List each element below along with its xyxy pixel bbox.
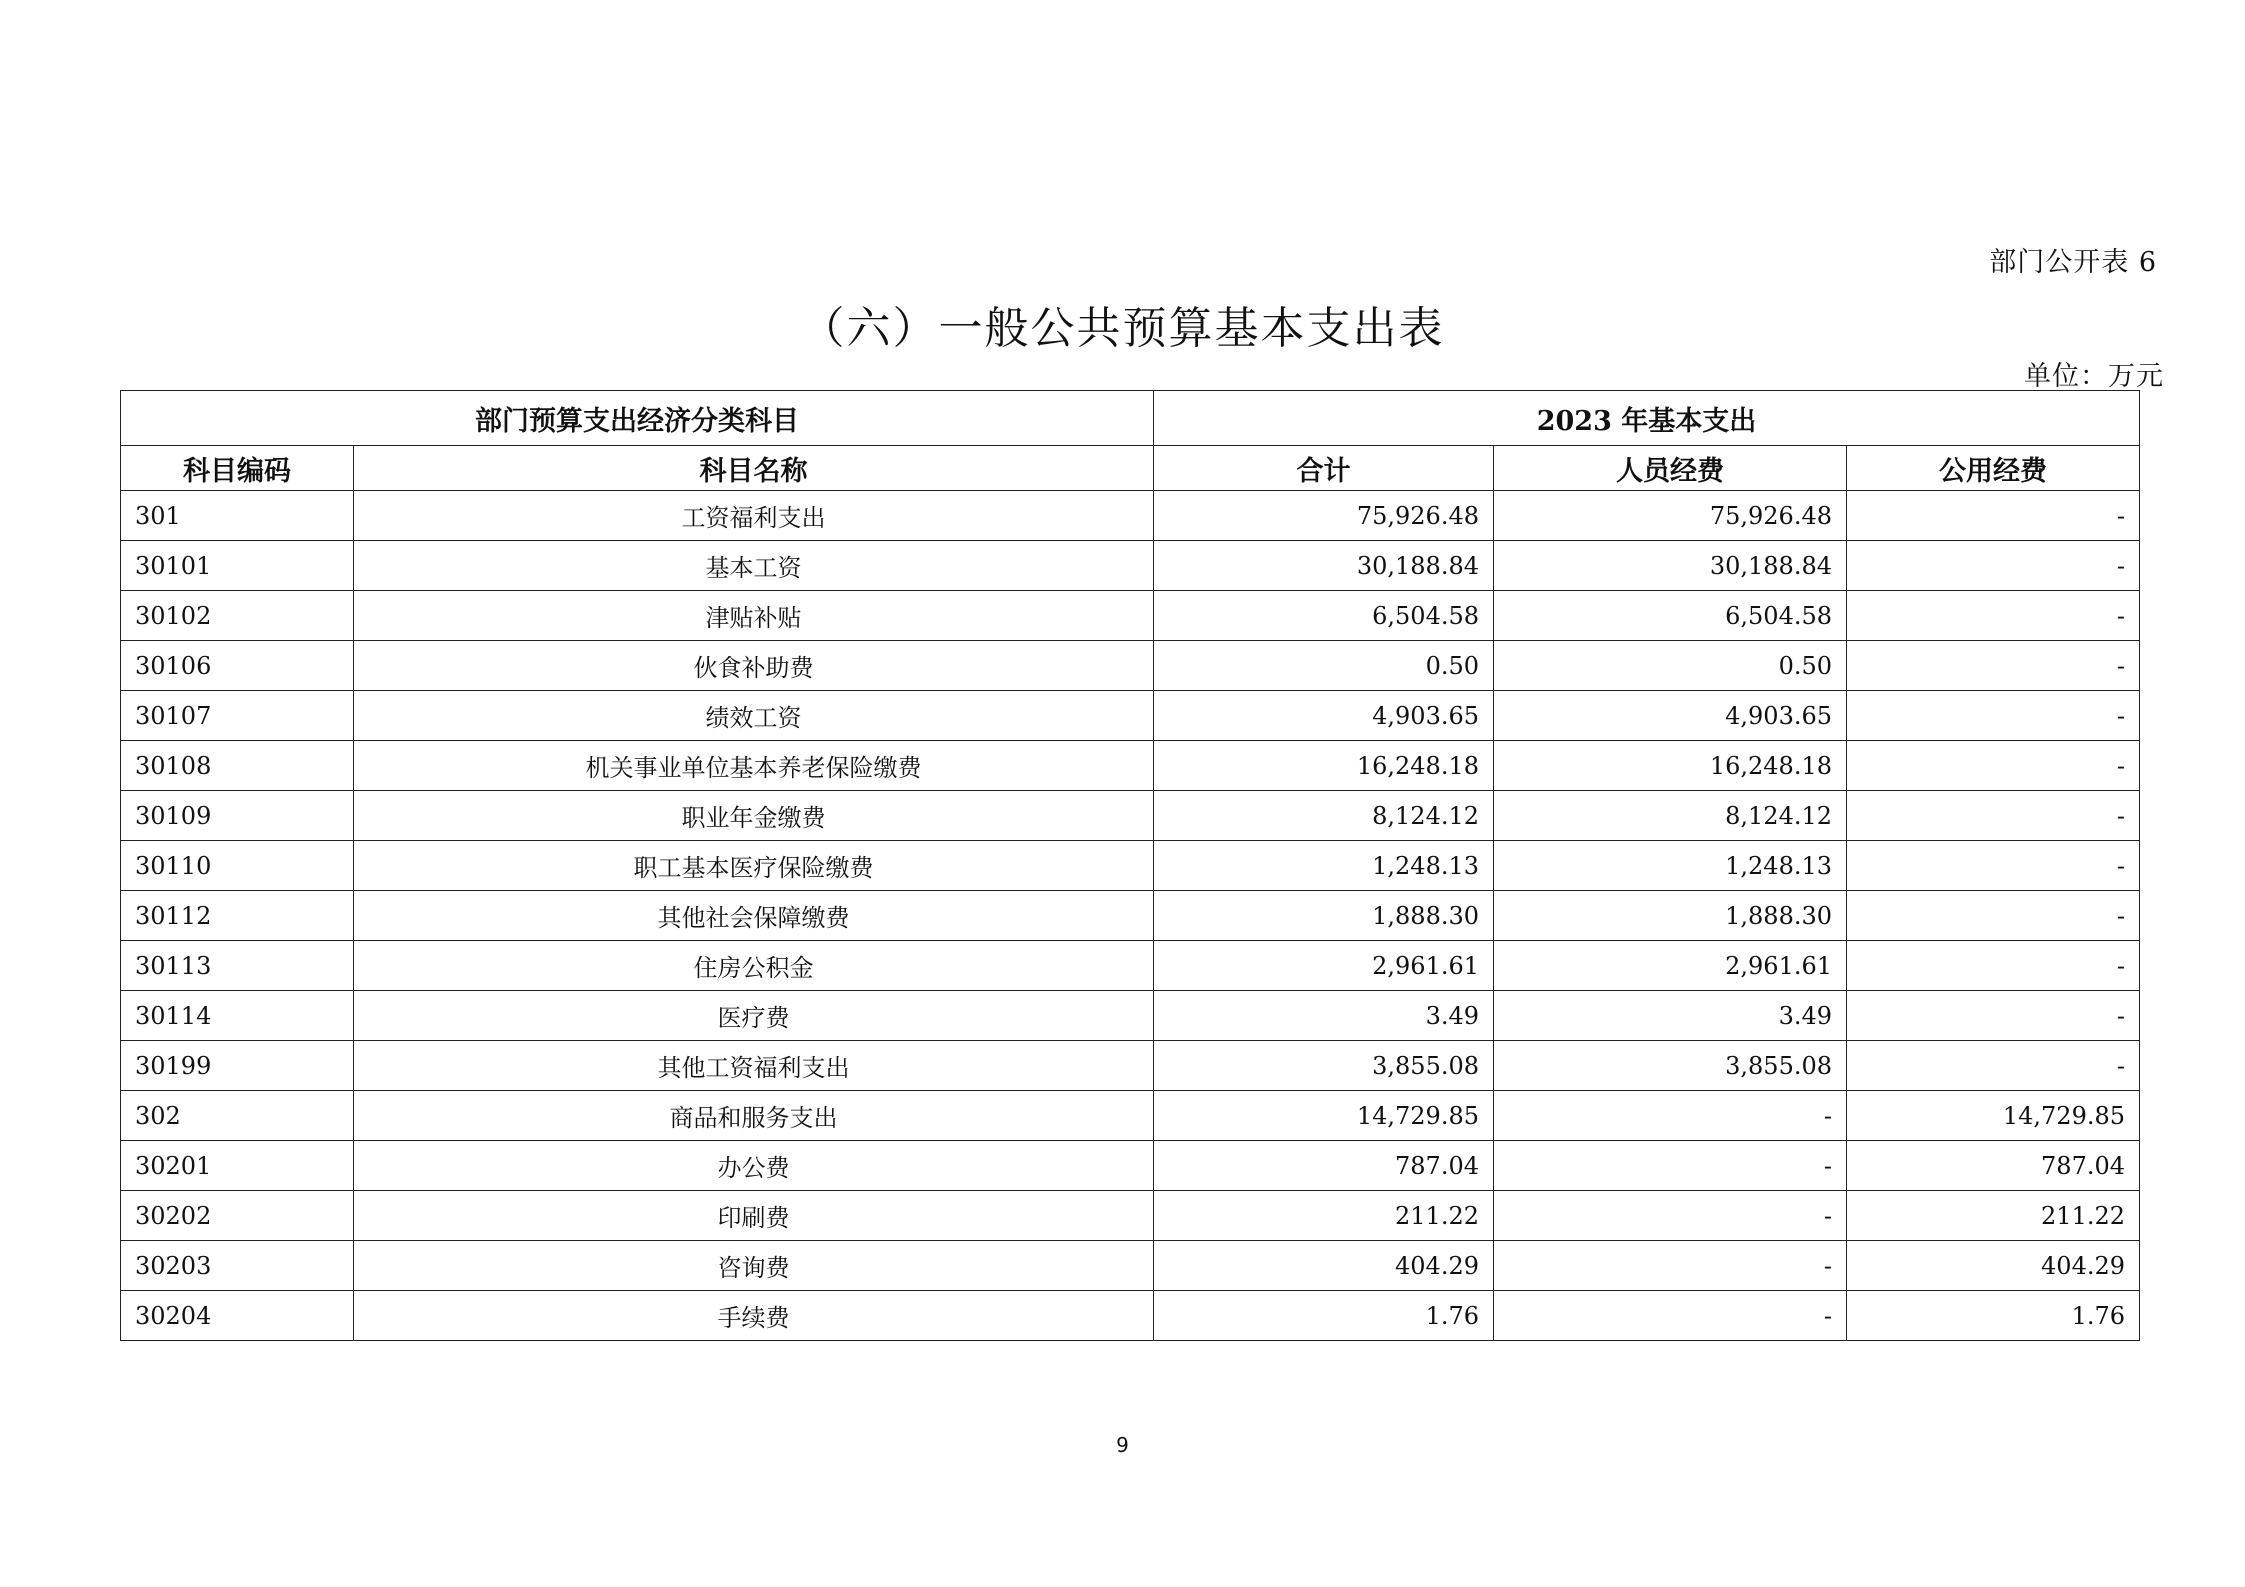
budget-table bbox=[120, 390, 2140, 1341]
cell-code: 30106 bbox=[121, 641, 354, 691]
cell-public: - bbox=[1847, 591, 2140, 641]
cell-code: 30110 bbox=[121, 841, 354, 891]
cell-code: 30112 bbox=[121, 891, 354, 941]
cell-total: 4,903.65 bbox=[1154, 691, 1494, 741]
table-row bbox=[121, 741, 2140, 791]
cell-public: - bbox=[1847, 641, 2140, 691]
column-header-total: 合计 bbox=[1154, 446, 1494, 491]
form-number: 部门公开表 6 bbox=[1989, 247, 2157, 278]
cell-name: 工资福利支出 bbox=[354, 491, 1154, 541]
table-row bbox=[121, 591, 2140, 641]
cell-public: 404.29 bbox=[1847, 1241, 2140, 1291]
cell-personnel: - bbox=[1494, 1091, 1847, 1141]
table-row bbox=[121, 641, 2140, 691]
cell-personnel: 3,855.08 bbox=[1494, 1041, 1847, 1091]
cell-code: 30108 bbox=[121, 741, 354, 791]
cell-personnel: 75,926.48 bbox=[1494, 491, 1847, 541]
cell-code: 30107 bbox=[121, 691, 354, 741]
cell-total: 3.49 bbox=[1154, 991, 1494, 1041]
cell-name: 医疗费 bbox=[354, 991, 1154, 1041]
cell-personnel: - bbox=[1494, 1191, 1847, 1241]
cell-personnel: 4,903.65 bbox=[1494, 691, 1847, 741]
cell-personnel: 8,124.12 bbox=[1494, 791, 1847, 841]
cell-personnel: 16,248.18 bbox=[1494, 741, 1847, 791]
table-row bbox=[121, 541, 2140, 591]
column-header-personnel: 人员经费 bbox=[1494, 446, 1847, 491]
table-row bbox=[121, 691, 2140, 741]
page-number: 9 bbox=[1116, 1433, 1129, 1457]
cell-total: 0.50 bbox=[1154, 641, 1494, 691]
cell-name: 商品和服务支出 bbox=[354, 1091, 1154, 1141]
cell-total: 1,888.30 bbox=[1154, 891, 1494, 941]
cell-public: - bbox=[1847, 741, 2140, 791]
cell-public: - bbox=[1847, 941, 2140, 991]
table-row bbox=[121, 1291, 2140, 1341]
cell-public: - bbox=[1847, 691, 2140, 741]
column-header-public: 公用经费 bbox=[1847, 446, 2140, 491]
cell-total: 3,855.08 bbox=[1154, 1041, 1494, 1091]
cell-code: 30113 bbox=[121, 941, 354, 991]
cell-name: 伙食补助费 bbox=[354, 641, 1154, 691]
column-header-row bbox=[121, 446, 2140, 491]
cell-name: 办公费 bbox=[354, 1141, 1154, 1191]
cell-public: - bbox=[1847, 1041, 2140, 1091]
cell-name: 住房公积金 bbox=[354, 941, 1154, 991]
table-row bbox=[121, 1141, 2140, 1191]
cell-public: 787.04 bbox=[1847, 1141, 2140, 1191]
cell-personnel: - bbox=[1494, 1241, 1847, 1291]
cell-personnel: 30,188.84 bbox=[1494, 541, 1847, 591]
cell-code: 30199 bbox=[121, 1041, 354, 1091]
cell-public: - bbox=[1847, 541, 2140, 591]
cell-personnel: 0.50 bbox=[1494, 641, 1847, 691]
table-row bbox=[121, 891, 2140, 941]
cell-total: 14,729.85 bbox=[1154, 1091, 1494, 1141]
cell-name: 咨询费 bbox=[354, 1241, 1154, 1291]
cell-public: - bbox=[1847, 891, 2140, 941]
cell-public: - bbox=[1847, 841, 2140, 891]
cell-total: 2,961.61 bbox=[1154, 941, 1494, 991]
cell-code: 30204 bbox=[121, 1291, 354, 1341]
cell-total: 404.29 bbox=[1154, 1241, 1494, 1291]
cell-personnel: 6,504.58 bbox=[1494, 591, 1847, 641]
group-header-classification: 部门预算支出经济分类科目 bbox=[121, 391, 1154, 446]
cell-name: 绩效工资 bbox=[354, 691, 1154, 741]
column-header-code: 科目编码 bbox=[121, 446, 354, 491]
cell-name: 机关事业单位基本养老保险缴费 bbox=[354, 741, 1154, 791]
cell-total: 1,248.13 bbox=[1154, 841, 1494, 891]
group-header-basic-expenditure: 2023 年基本支出 bbox=[1154, 391, 2140, 446]
cell-name: 职业年金缴费 bbox=[354, 791, 1154, 841]
cell-code: 30201 bbox=[121, 1141, 354, 1191]
cell-public: - bbox=[1847, 791, 2140, 841]
cell-code: 302 bbox=[121, 1091, 354, 1141]
page-title: （六）一般公共预算基本支出表 bbox=[800, 303, 1445, 354]
cell-code: 30114 bbox=[121, 991, 354, 1041]
cell-public: 211.22 bbox=[1847, 1191, 2140, 1241]
cell-code: 30101 bbox=[121, 541, 354, 591]
table-row bbox=[121, 1241, 2140, 1291]
cell-code: 30109 bbox=[121, 791, 354, 841]
cell-public: 1.76 bbox=[1847, 1291, 2140, 1341]
cell-code: 30202 bbox=[121, 1191, 354, 1241]
cell-name: 津贴补贴 bbox=[354, 591, 1154, 641]
cell-total: 8,124.12 bbox=[1154, 791, 1494, 841]
cell-total: 211.22 bbox=[1154, 1191, 1494, 1241]
cell-total: 1.76 bbox=[1154, 1291, 1494, 1341]
cell-total: 30,188.84 bbox=[1154, 541, 1494, 591]
cell-total: 787.04 bbox=[1154, 1141, 1494, 1191]
table-row bbox=[121, 941, 2140, 991]
cell-name: 基本工资 bbox=[354, 541, 1154, 591]
cell-code: 30203 bbox=[121, 1241, 354, 1291]
cell-total: 16,248.18 bbox=[1154, 741, 1494, 791]
cell-personnel: - bbox=[1494, 1291, 1847, 1341]
cell-name: 手续费 bbox=[354, 1291, 1154, 1341]
cell-personnel: 3.49 bbox=[1494, 991, 1847, 1041]
table-row bbox=[121, 841, 2140, 891]
cell-name: 印刷费 bbox=[354, 1191, 1154, 1241]
cell-total: 6,504.58 bbox=[1154, 591, 1494, 641]
cell-code: 30102 bbox=[121, 591, 354, 641]
cell-name: 其他工资福利支出 bbox=[354, 1041, 1154, 1091]
cell-personnel: 1,888.30 bbox=[1494, 891, 1847, 941]
table-row bbox=[121, 1091, 2140, 1141]
unit-label: 单位：万元 bbox=[2024, 361, 2164, 392]
cell-name: 其他社会保障缴费 bbox=[354, 891, 1154, 941]
table-row bbox=[121, 491, 2140, 541]
cell-personnel: 2,961.61 bbox=[1494, 941, 1847, 991]
table-row bbox=[121, 791, 2140, 841]
cell-total: 75,926.48 bbox=[1154, 491, 1494, 541]
cell-personnel: - bbox=[1494, 1141, 1847, 1191]
cell-public: 14,729.85 bbox=[1847, 1091, 2140, 1141]
cell-personnel: 1,248.13 bbox=[1494, 841, 1847, 891]
table-row bbox=[121, 1041, 2140, 1091]
table-row bbox=[121, 1191, 2140, 1241]
cell-public: - bbox=[1847, 991, 2140, 1041]
cell-name: 职工基本医疗保险缴费 bbox=[354, 841, 1154, 891]
group-header-row bbox=[121, 391, 2140, 446]
cell-public: - bbox=[1847, 491, 2140, 541]
column-header-name: 科目名称 bbox=[354, 446, 1154, 491]
table-row bbox=[121, 991, 2140, 1041]
cell-code: 301 bbox=[121, 491, 354, 541]
